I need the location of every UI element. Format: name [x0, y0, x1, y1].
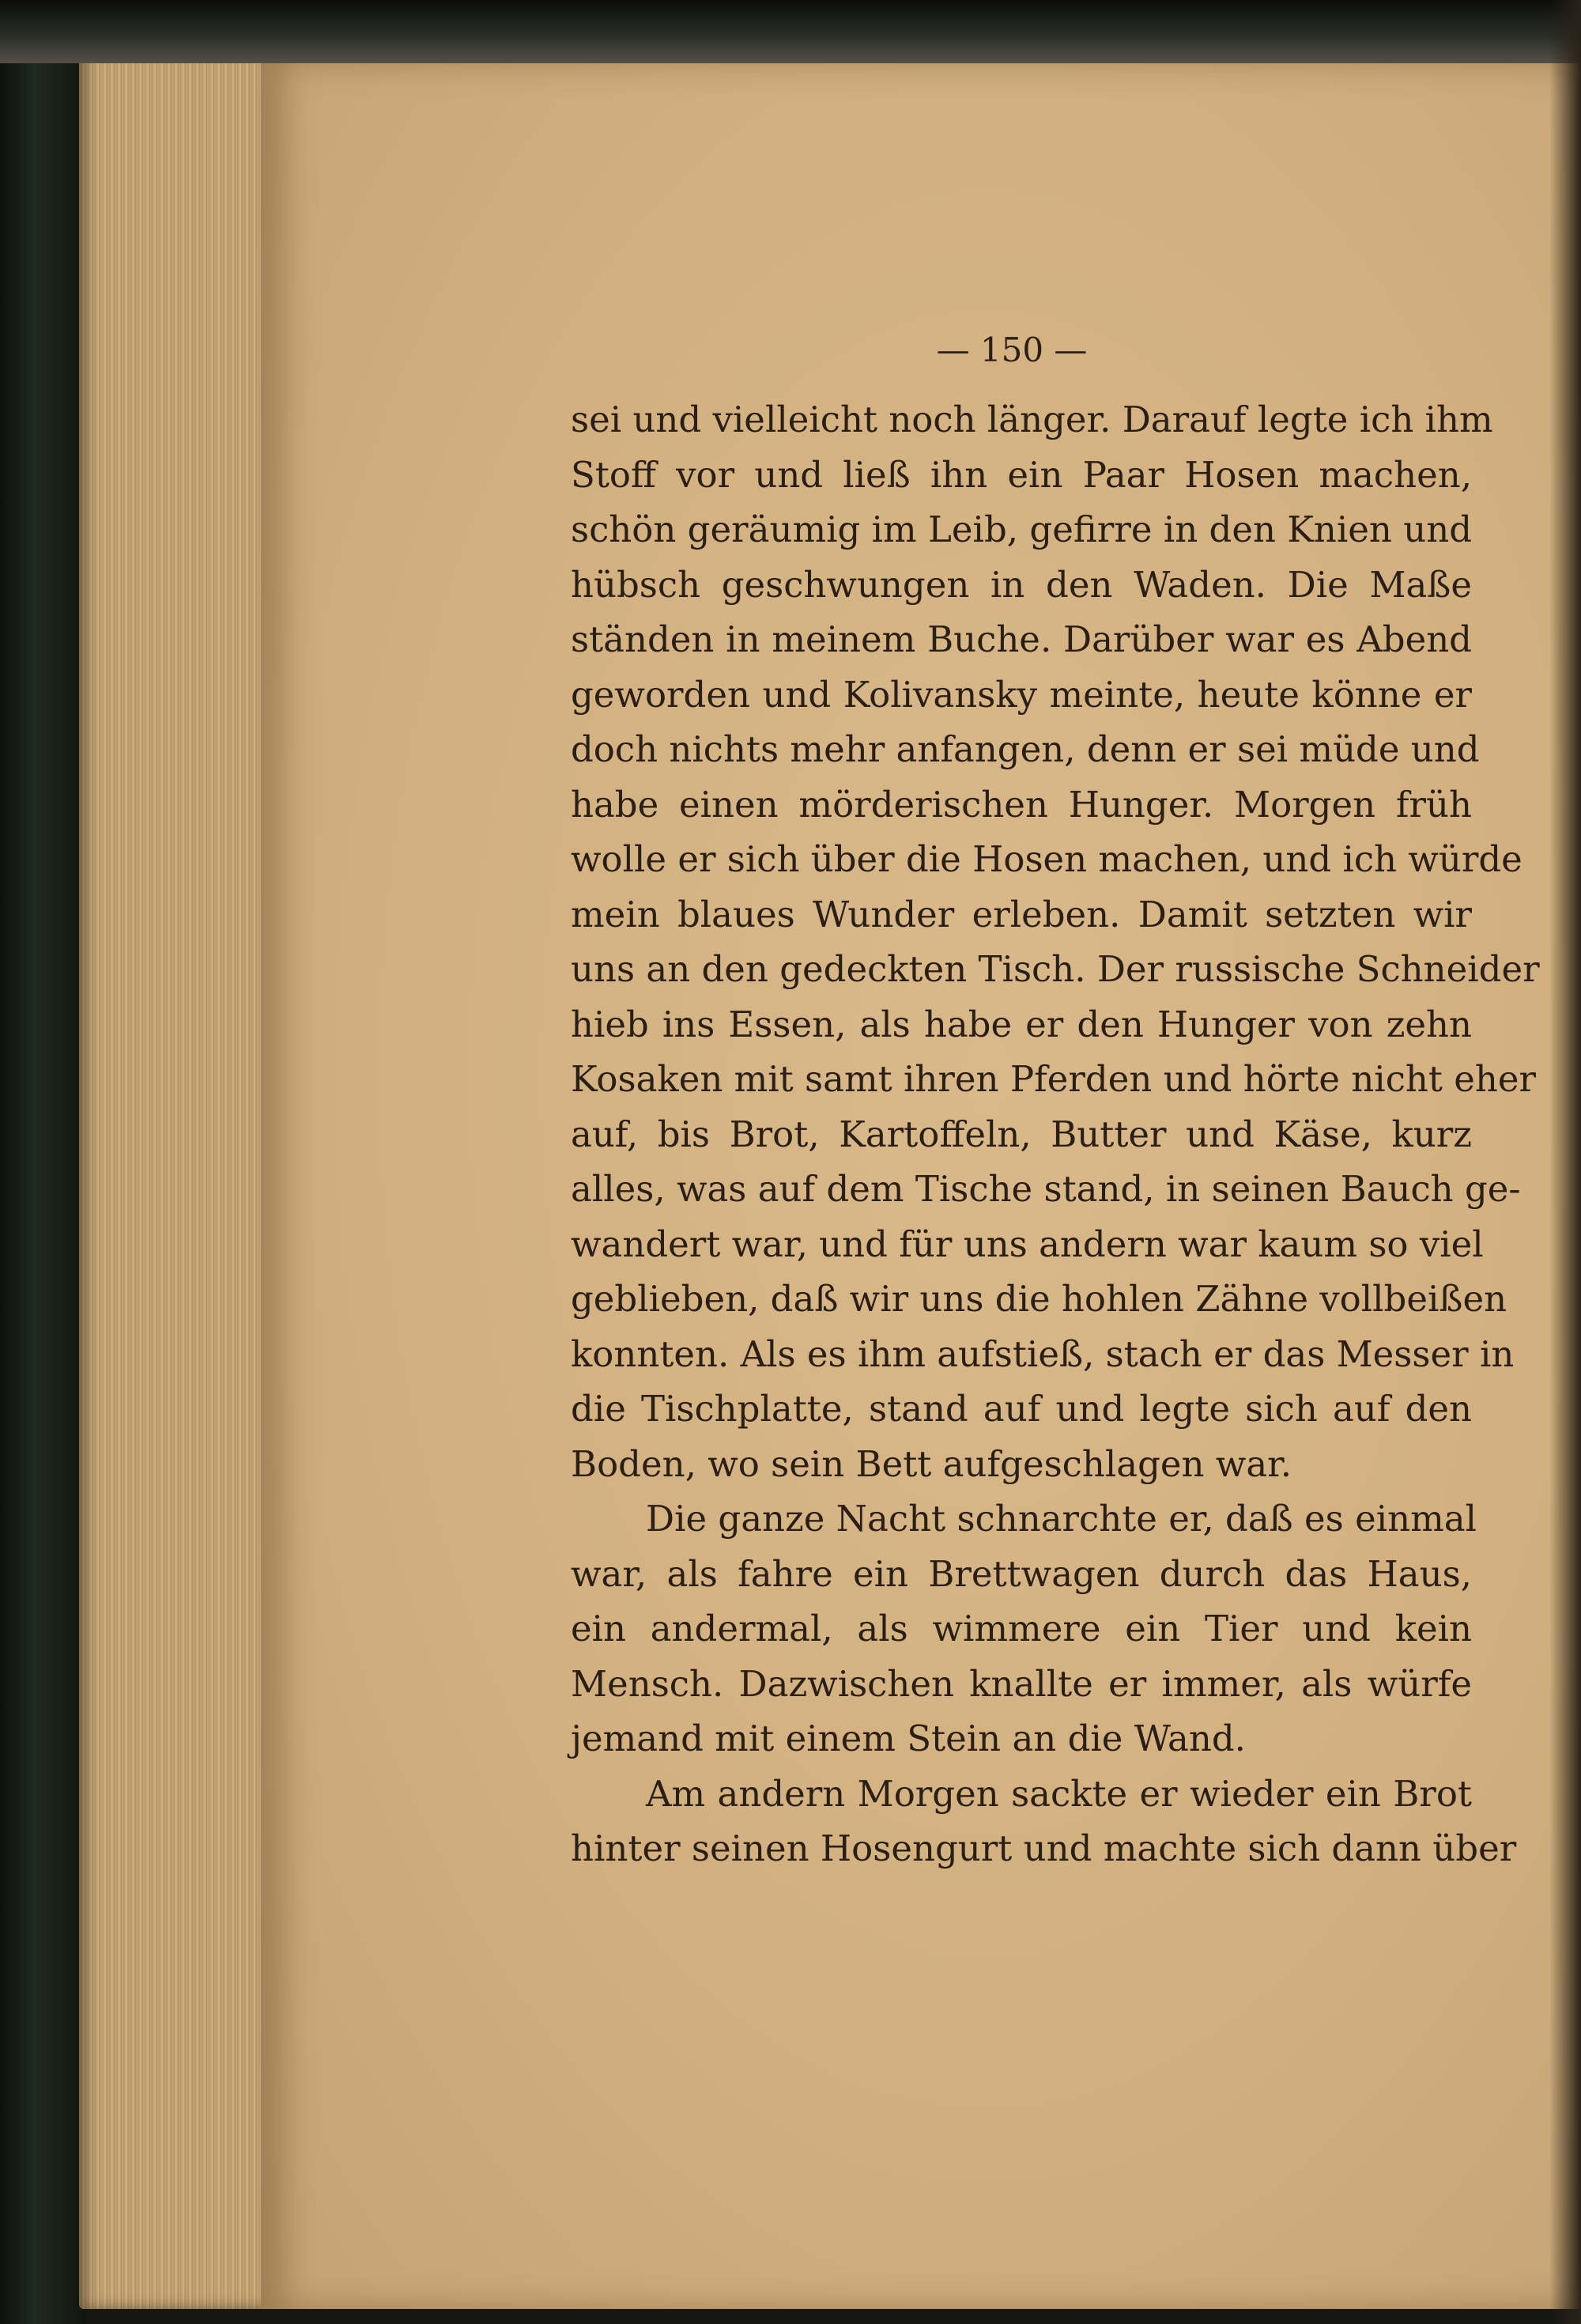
text-line: hübsch geschwungen in den Waden. Die Maße: [571, 563, 1472, 606]
page-number: — 150 —: [936, 331, 1088, 369]
text-line: die Tischplatte, stand auf und legte sich auf den: [571, 1388, 1472, 1430]
text-line: war, als fahre ein Brettwagen durch das Haus,: [571, 1552, 1472, 1595]
page-stack-edge: [79, 47, 269, 2309]
text-line: doch nichts mehr anfangen, denn er sei müde und: [571, 728, 1480, 770]
text-line: auf, bis Brot, Kartoffeln, Butter und Käse, kurz: [571, 1113, 1472, 1155]
text-line: Die ganze Nacht schnarchte er, daß es einmal: [646, 1498, 1477, 1540]
text-line: Stoff vor und ließ ihn ein Paar Hosen machen,: [571, 453, 1472, 496]
text-line: uns an den gedeckten Tisch. Der russische Schneider: [571, 948, 1540, 990]
text-line: geworden und Kolivansky meinte, heute könne er: [571, 673, 1472, 716]
text-line: mein blaues Wunder erleben. Damit setzten wir: [571, 893, 1472, 935]
text-line: ein andermal, als wimmere ein Tier und kein: [571, 1608, 1472, 1649]
text-line: wolle er sich über die Hosen machen, und ich würde: [571, 838, 1523, 880]
text-line: schön geräumig im Leib, gefirre in den Knien und: [571, 508, 1472, 550]
text-line: ständen in meinem Buche. Darüber war es Abend: [571, 618, 1472, 660]
text-line: geblieben, daß wir uns die hohlen Zähne vollbeißen: [571, 1278, 1507, 1320]
body-text: [571, 392, 1540, 1876]
text-line: Mensch. Dazwischen knallte er immer, als würfe: [571, 1662, 1472, 1705]
book-cover-edge: [0, 0, 87, 2324]
text-line: Am andern Morgen sackte er wieder ein Brot: [646, 1772, 1472, 1815]
text-line: Boden, wo sein Bett aufgeschlagen war.: [571, 1442, 1292, 1485]
text-line: hinter seinen Hosengurt und machte sich dann über: [571, 1827, 1517, 1869]
top-binding: [0, 0, 1581, 63]
text-line: Kosaken mit samt ihren Pferden und hörte nicht eher: [571, 1058, 1537, 1100]
right-shadow: [1549, 0, 1581, 2324]
text-line: alles, was auf dem Tische stand, in seinen Bauch ge-: [571, 1168, 1521, 1210]
text-line: konnten. Als es ihm aufstieß, stach er das Messer in: [571, 1332, 1515, 1375]
text-line: hieb ins Essen, als habe er den Hunger von zehn: [571, 1003, 1472, 1045]
text-line: jemand mit einem Stein an die Wand.: [571, 1717, 1246, 1759]
text-line: wandert war, und für uns andern war kaum so viel: [571, 1222, 1484, 1265]
text-line: habe einen mörderischen Hunger. Morgen früh: [571, 783, 1472, 826]
text-line: sei und vielleicht noch länger. Darauf legte ich ihm: [571, 399, 1493, 440]
